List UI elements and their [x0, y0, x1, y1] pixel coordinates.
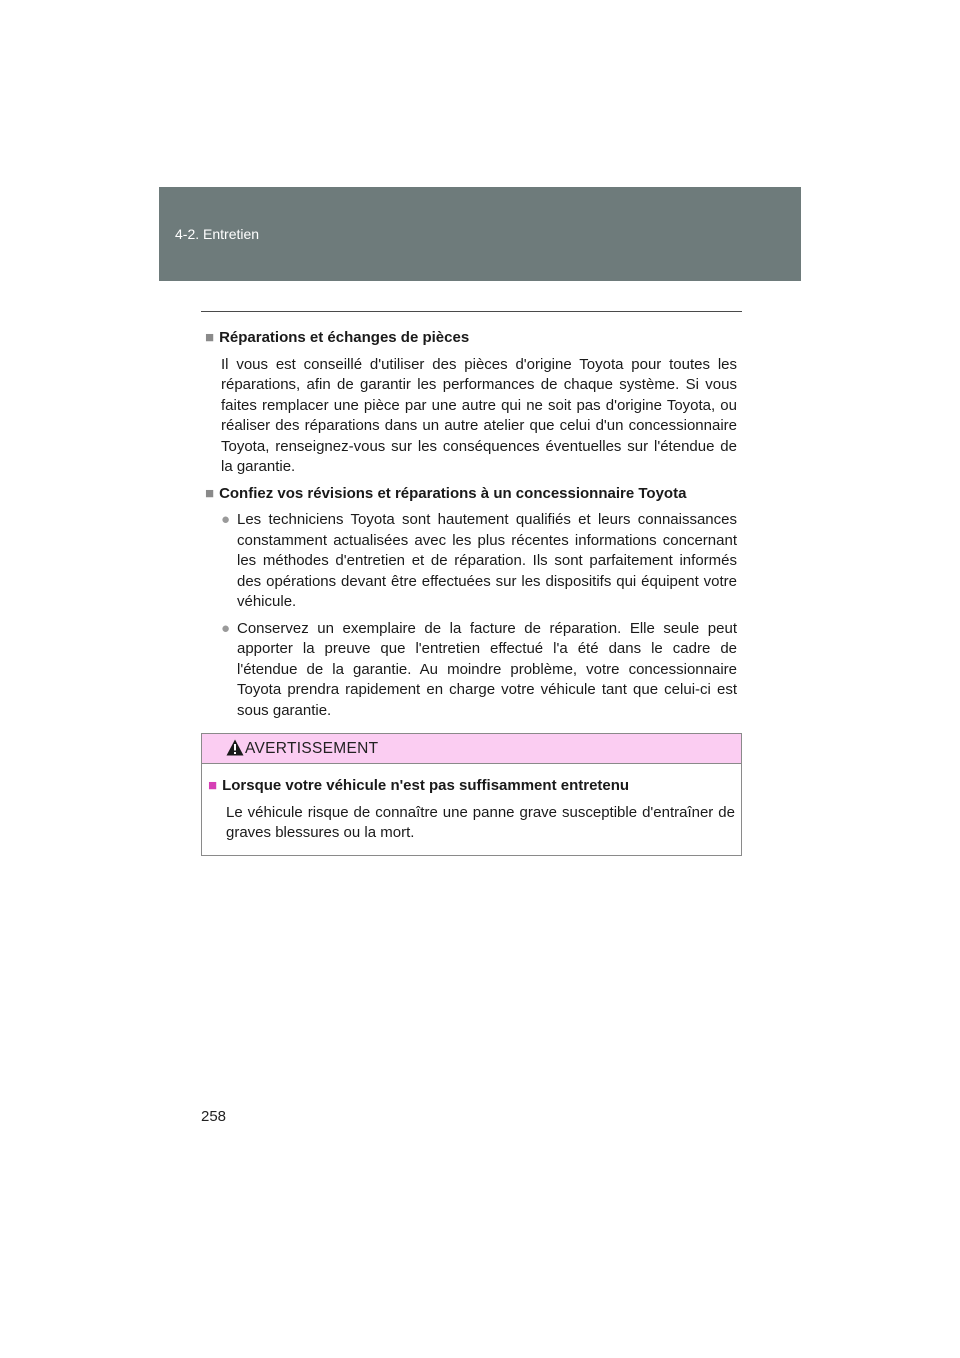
section-title-dealer: ■ Confiez vos révisions et réparations à un concessionnaire Toyota: [205, 484, 687, 502]
chapter-section-label: 4-2. Entretien: [175, 226, 260, 242]
section-title-repairs: ■ Réparations et échanges de pièces: [205, 329, 470, 346]
list-item: ● Les techniciens Toyota sont hautement qualifiés et leurs connaissances constamment actualisées avec les plus récentes informations concernant les méthodes d'entretien et de réparation. Ils sont parfaitement informés des opérations devant être effectuées sur les dispositifs qui équipent votre véhicule.: [221, 510, 737, 613]
page-number: 258: [201, 1108, 227, 1125]
warning-box: [201, 733, 742, 856]
warning-paragraph: Le véhicule risque de connaître une panne grave susceptible d'entraîner de graves blessures ou la mort.: [226, 803, 735, 841]
list-item: ● Conservez un exemplaire de la facture de réparation. Elle seule peut apporter la preuve que l'entretien effectué l'a été dans le cadre de l'étendue de la garantie. Au moindre problème, votre concessionnaire Toyota prendra rapidement en charge votre véhicule tant que celui-ci est sous garantie.: [221, 619, 737, 722]
warning-title: ■ Lorsque votre véhicule n'est pas suffisamment entretenu: [208, 777, 630, 794]
warning-header: [202, 734, 741, 764]
circle-bullet-icon: ●: [221, 511, 231, 528]
warning-body: [202, 764, 741, 844]
section-paragraph-repairs: Il vous est conseillé d'utiliser des pièces d'origine Toyota pour toutes les réparations, afin de garantir les performances de chaque système. Si vous faites remplacer une pièce par une autre qui ne soit pas d'origine Toyota, ou réaliser des réparations dans un autre atelier que celui d'un concessionnaire Toyota, renseignez-vous sur les conséquences éventuelles sur l'étendue de la garantie.: [221, 355, 737, 475]
main-content: [205, 328, 737, 727]
square-bullet-icon: ■: [205, 329, 215, 346]
square-bullet-icon: ■: [208, 777, 218, 794]
square-bullet-icon: ■: [205, 484, 215, 502]
warning-label: AVERTISSEMENT: [245, 740, 379, 757]
warning-triangle-icon: [226, 739, 244, 756]
circle-bullet-icon: ●: [221, 619, 231, 637]
header-divider: [201, 311, 742, 312]
